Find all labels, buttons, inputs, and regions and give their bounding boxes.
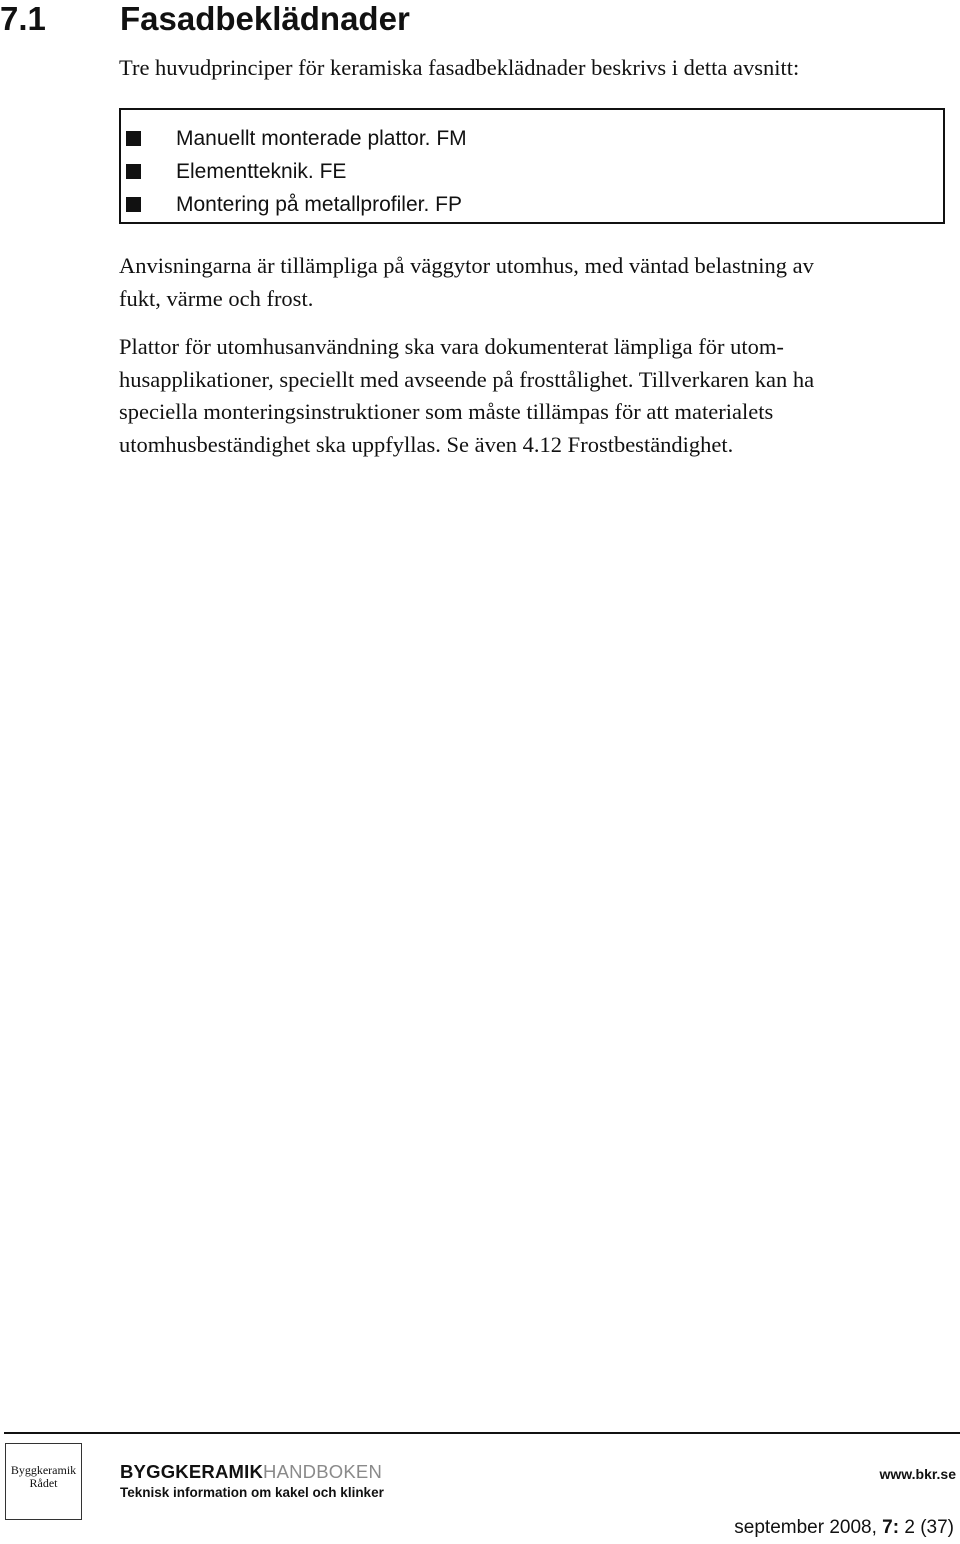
paragraph-line: husapplikationer, speciellt med avseende på frosttålighet. Tillverkaren kan ha	[119, 366, 815, 392]
paragraph-line: speciella monteringsinstruktioner som måste tillämpas för att materialets	[119, 399, 774, 424]
principles-box	[119, 108, 945, 224]
byggkeramik-radet-logo	[5, 1443, 82, 1520]
chapter-number: 7:	[882, 1517, 900, 1538]
brand-bold-text: BYGGKERAMIK	[120, 1461, 264, 1482]
paragraph-line: Plattor för utomhusanvändning ska vara dokumenterat lämpliga för utom-	[119, 334, 784, 359]
paragraph-line: utomhusbeständighet ska uppfyllas. Se även 4.12 Frostbeständighet.	[119, 431, 734, 457]
footer-divider	[4, 1432, 960, 1434]
paragraph-line: Anvisningarna är tillämpliga på väggytor utomhus, med väntad belastning av	[119, 253, 814, 278]
paragraph-line: fukt, värme och frost.	[119, 285, 314, 311]
website-link[interactable]: www.bkr.se	[879, 1466, 956, 1482]
page-number: 2 (37)	[904, 1517, 954, 1538]
paragraph-scope	[119, 250, 947, 315]
principle-item	[126, 155, 943, 188]
square-bullet-icon	[126, 197, 141, 212]
page-info	[734, 1516, 954, 1540]
section-heading	[0, 0, 940, 38]
publication-date: september 2008,	[734, 1517, 877, 1538]
section-title: Fasadbeklädnader	[120, 0, 410, 37]
principle-item	[126, 188, 943, 221]
principle-label: Manuellt monterade plattor. FM	[176, 127, 467, 150]
footer-tagline: Teknisk information om kakel och klinker	[120, 1485, 384, 1500]
principle-label: Elementteknik. FE	[176, 160, 347, 183]
logo-line: Rådet	[29, 1476, 58, 1490]
intro-text: Tre huvudprinciper för keramiska fasadbeklädnader beskrivs i detta avsnitt:	[119, 55, 800, 80]
square-bullet-icon	[126, 131, 141, 146]
square-bullet-icon	[126, 164, 141, 179]
principle-label: Montering på metallprofiler. FP	[176, 193, 462, 216]
logo-line: Byggkeramik	[10, 1463, 77, 1477]
handbook-brand	[120, 1461, 382, 1483]
brand-light-text: HANDBOKEN	[263, 1461, 383, 1482]
paragraph-tiles	[119, 331, 947, 461]
section-number: 7.1	[0, 0, 46, 37]
principle-item	[126, 122, 943, 155]
